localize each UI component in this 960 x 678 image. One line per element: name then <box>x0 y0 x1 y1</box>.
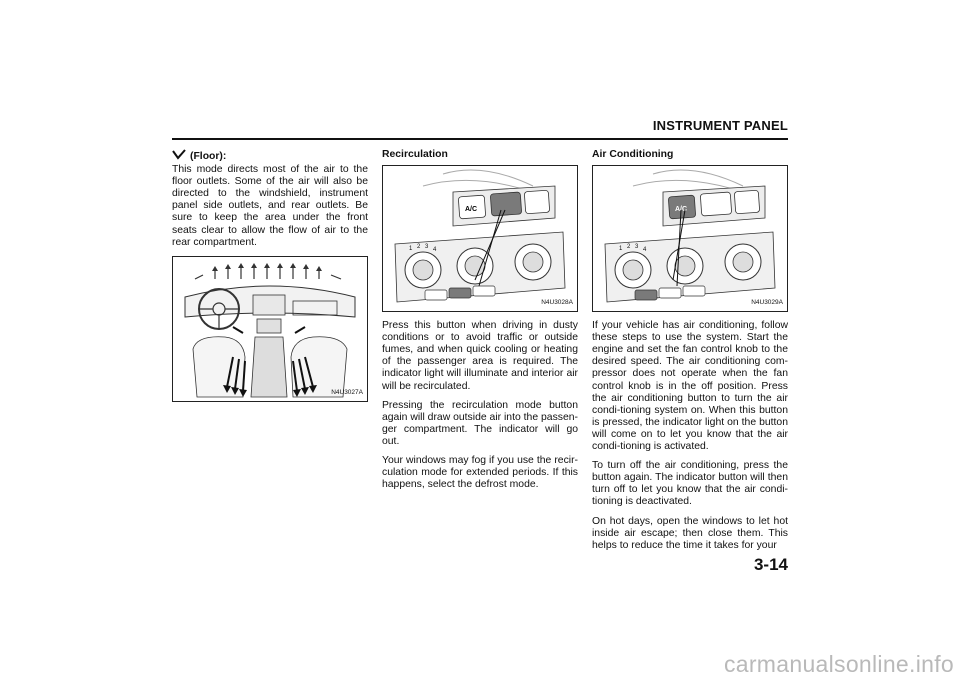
column-floor <box>172 149 368 402</box>
fan-speed-1: 1 <box>409 246 413 253</box>
figure-code: N4U3027A <box>331 388 363 396</box>
figure-code: N4U3029A <box>751 299 783 306</box>
climate-panel-illustration <box>383 166 577 311</box>
column-recirculation <box>382 149 578 498</box>
floor-body: This mode directs most of the air to the floor outlets. Some of the air will also be directed to the windshield, instrument panel side outlets, and rear outlets. Be sure to keep the area under the front seats clear to allow the flow of air to the rear compartment. <box>172 164 368 248</box>
column-air-conditioning <box>592 149 788 559</box>
recirculation-figure <box>382 165 578 312</box>
air-conditioning-p3: On hot days, open the windows to let hot inside air escape; then close them. This helps to reduce the time it takes for your <box>592 515 788 551</box>
air-conditioning-heading: Air Conditioning <box>592 149 674 160</box>
floor-heading-text: (Floor): <box>190 150 227 162</box>
air-conditioning-figure <box>592 165 788 312</box>
floor-heading <box>172 149 368 164</box>
fan-speed-2: 2 <box>417 244 421 251</box>
fan-speed-1: 1 <box>619 246 623 253</box>
air-conditioning-p1: If your vehicle has air conditioning, follow these steps to use the system. Start the engine and set the fan control knob to the desired speed. The air conditioning com-pressor does not operate when the fan control knob is in the off position. Press the air conditioning button to turn the air condi-tioning system on. When this button is pressed, the indicator light on the button will come on to let you know that the air condi-tioning is activated. <box>592 320 788 453</box>
fan-speed-4: 4 <box>433 247 437 254</box>
recirculation-p2: Pressing the recirculation mode button again will draw outside air into the passen-ger compartment. The indicator will go out. <box>382 399 578 447</box>
page-number: 3-14 <box>753 555 788 574</box>
figure-code: N4U3028A <box>541 299 573 306</box>
air-conditioning-p2: To turn off the air conditioning, press the button again. The indicator button will then turn off to let you know that the air condi-tioning is deactivated. <box>592 460 788 508</box>
climate-panel-illustration <box>593 166 787 311</box>
recirculation-p1: Press this button when driving in dusty conditions or to avoid traffic or outside fumes, and when quick cooling or heating of the passenger area is required. The indicator light will illuminate and interior air will be recirculated. <box>382 320 578 392</box>
floor-figure <box>172 256 368 402</box>
fan-speed-3: 3 <box>635 244 639 251</box>
watermark: carmanualsonline.info <box>723 651 954 677</box>
fan-speed-3: 3 <box>425 244 429 251</box>
header-rule <box>172 138 788 140</box>
fan-speed-2: 2 <box>627 244 631 251</box>
recirculation-p3: Your windows may fog if you use the recir-culation mode for extended periods. If this happens, select the defrost mode. <box>382 455 578 491</box>
dashboard-airflow-illustration <box>173 257 367 401</box>
fan-speed-4: 4 <box>643 247 647 254</box>
recirculation-heading: Recirculation <box>382 149 448 160</box>
ac-button-label: A/C <box>675 206 688 214</box>
ac-button-label: A/C <box>465 206 478 214</box>
page-header-title: INSTRUMENT PANEL <box>652 118 788 133</box>
floor-mode-icon <box>172 149 186 164</box>
